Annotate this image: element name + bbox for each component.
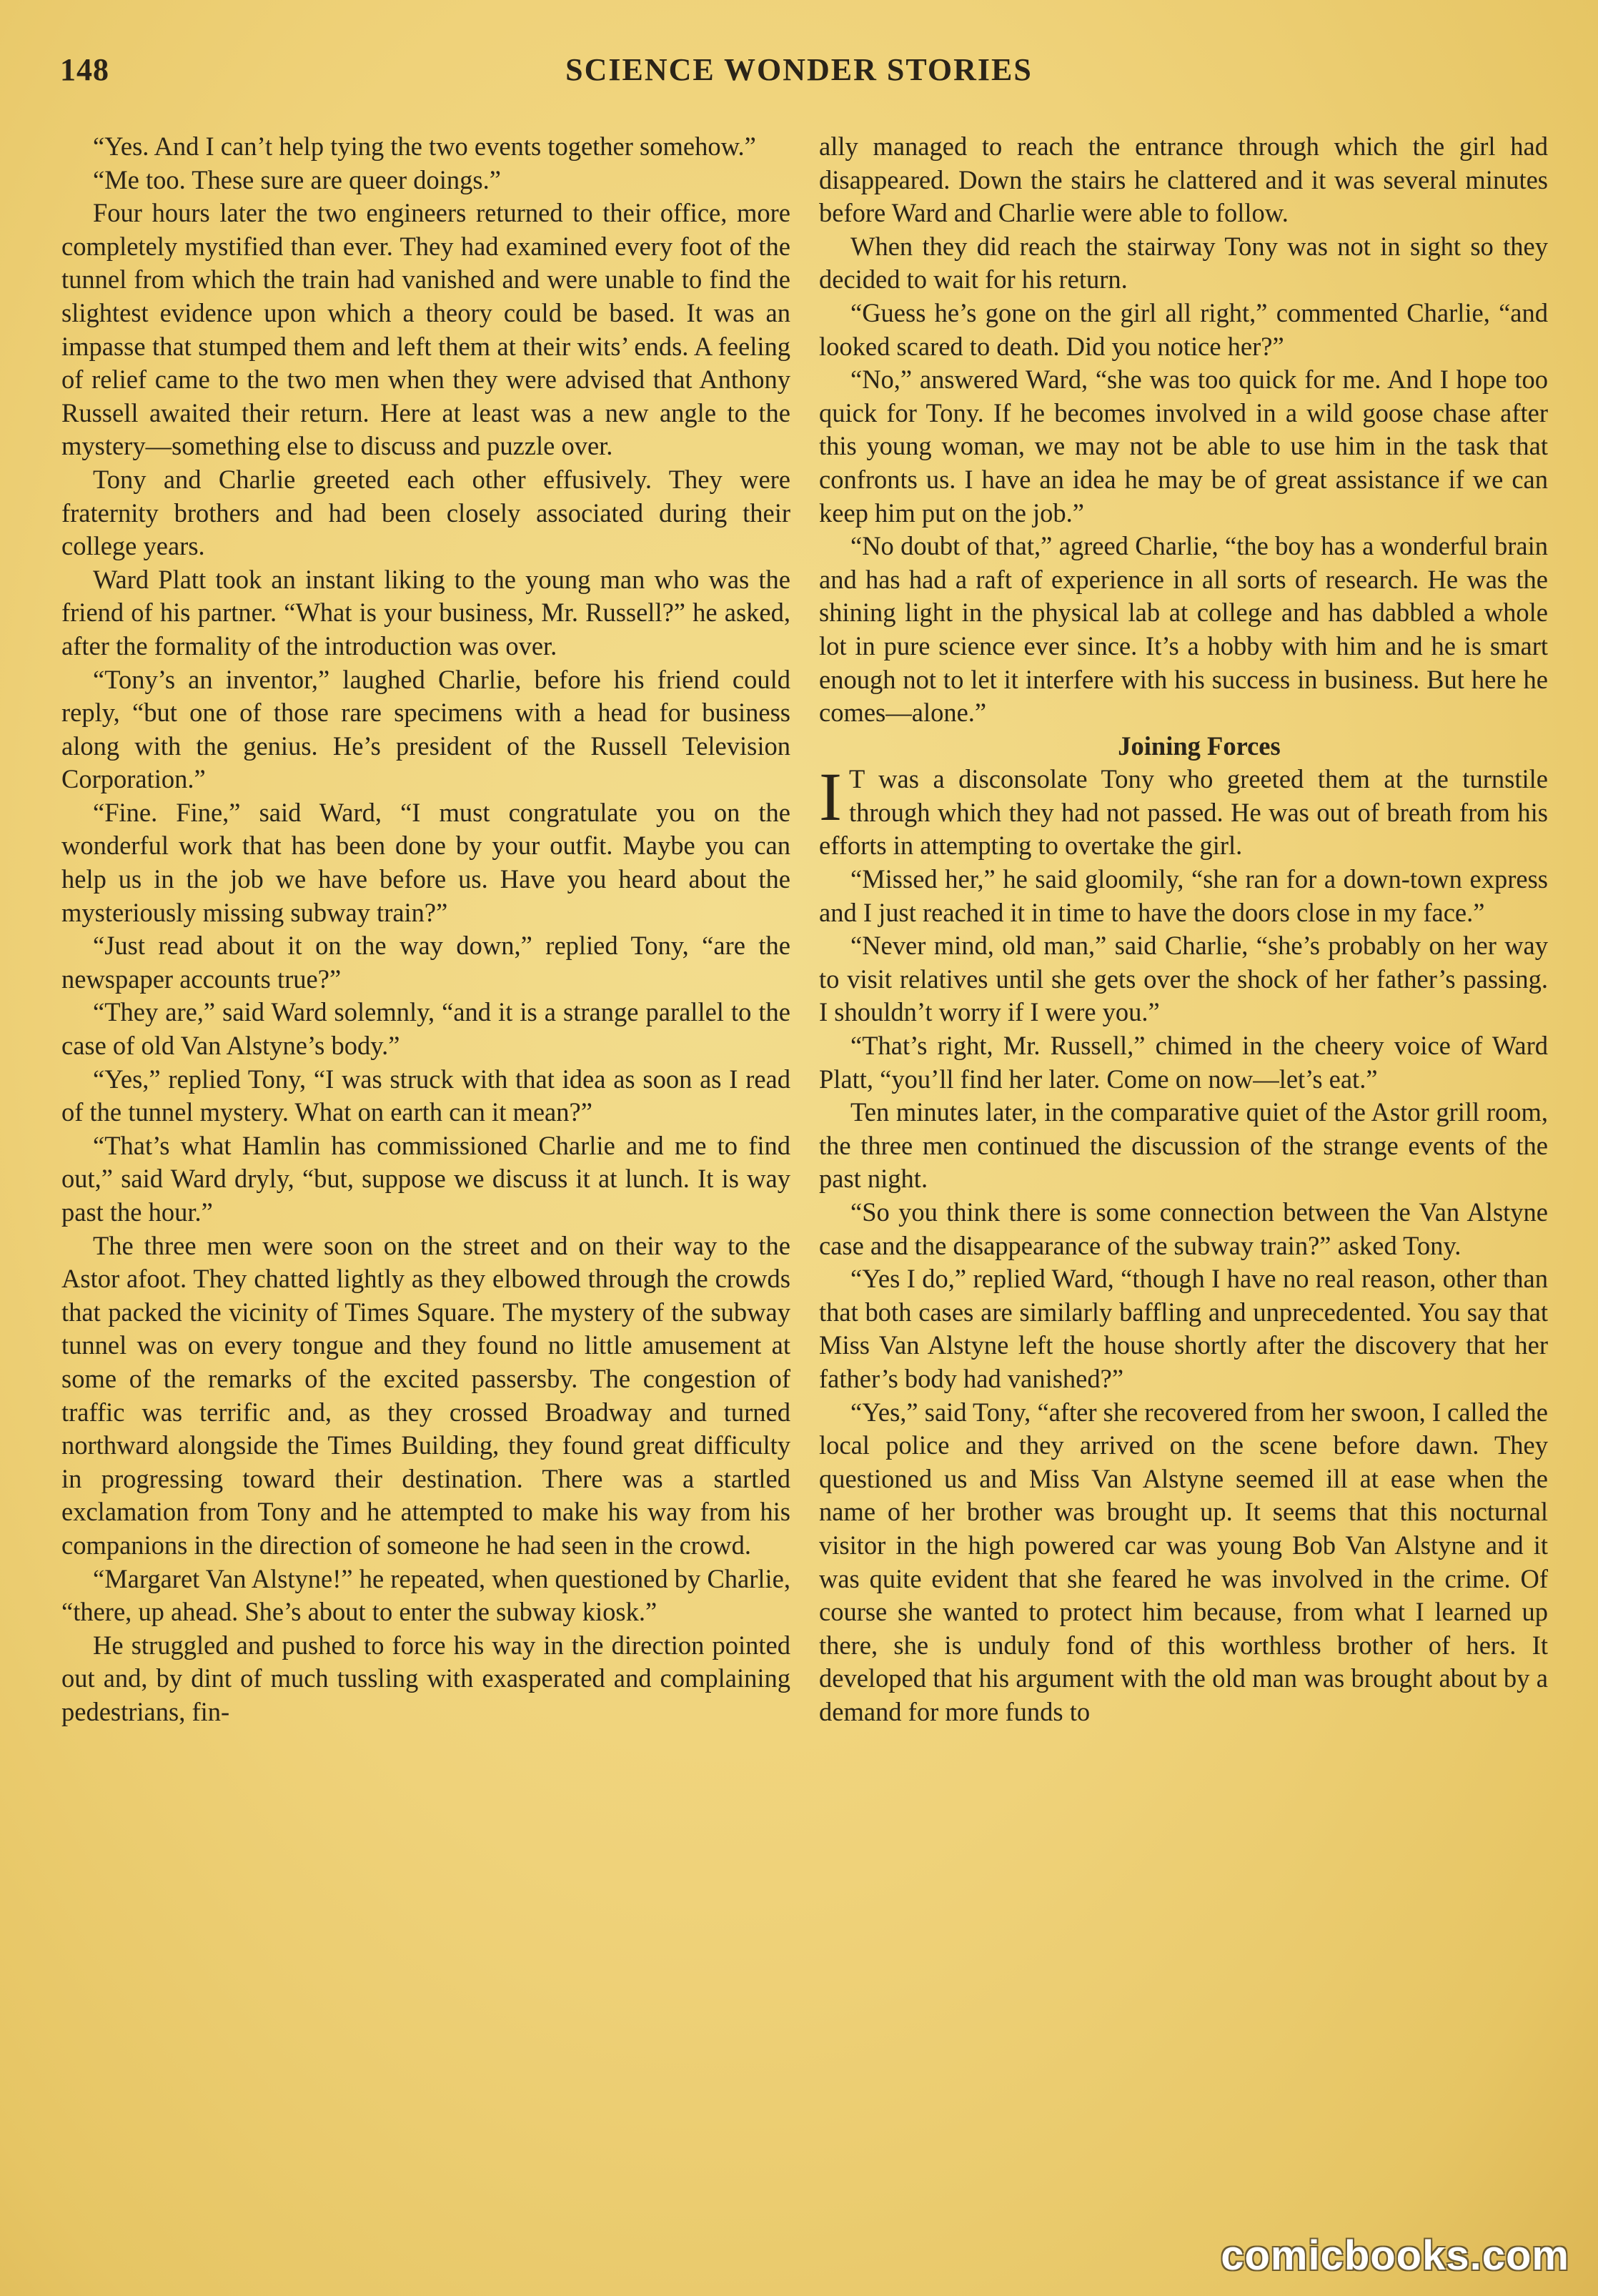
- paragraph-text: T was a disconsolate Tony who greeted them at the turnstile through which they had not passed. He was out of breath from his efforts in attempting to overtake the girl.: [819, 764, 1548, 861]
- paragraph: Ten minutes later, in the comparative quiet of the Astor grill room, the three men continued the discussion of the strange events of the past night.: [819, 1097, 1548, 1194]
- paragraph: “That’s right, Mr. Russell,” chimed in the cheery voice of Ward Platt, “you’ll find her later. Come on now—let’s eat.”: [819, 1031, 1548, 1094]
- paragraph: “That’s what Hamlin has commissioned Charlie and me to find out,” said Ward dryly, “but, suppose we discuss it at lunch. It is way past the hour.”: [61, 1130, 790, 1227]
- paragraph: “Me too. These sure are queer doings.”: [93, 164, 501, 194]
- drop-cap: I: [819, 758, 842, 836]
- paragraph: “So you think there is some connection between the Van Alstyne case and the disappearance of the subway train?” asked Tony.: [819, 1197, 1548, 1260]
- paragraph: Four hours later the two engineers returned to their office, more completely mystified than ever. They had examined every foot of the tunnel from which the train had vanished and were unable to find the slightest evidence upon which a theory could be based. It was an impasse that stumped them and left them at their wits’ ends. A feeling of relief came to the two men when they were advised that Anthony Russell awaited their return. Here at least was a new angle to the mystery—something else to discuss and puzzle over.: [61, 198, 790, 461]
- paragraph: “Fine. Fine,” said Ward, “I must congratulate you on the wonderful work that has been done by your outfit. Maybe you can help us in the job we have before us. Have you heard about the mysteriously missing subway train?”: [61, 797, 790, 927]
- paragraph: “Tony’s an inventor,” laughed Charlie, before his friend could reply, “but one of those rare specimens with a head for business along with the genius. He’s president of the Russell Television Corporation.”: [61, 664, 790, 794]
- paragraph: When they did reach the stairway Tony was not in sight so they decided to wait for his return.: [819, 231, 1548, 295]
- paragraph: “Yes,” replied Tony, “I was struck with that idea as soon as I read of the tunnel mystery. What on earth can it mean?”: [61, 1064, 790, 1127]
- paragraph: ally managed to reach the entrance through which the girl had disappeared. Down the stairs he clattered and it was several minutes before Ward and Charlie were able to follow.: [819, 132, 1548, 228]
- paragraph: Tony and Charlie greeted each other effusively. They were fraternity brothers and had been closely associated during their college years.: [61, 464, 790, 561]
- paragraph: “No,” answered Ward, “she was too quick for me. And I hope too quick for Tony. If he becomes involved in a wild goose chase after this young woman, we may not be able to use him in the task that confronts us. I have an idea he may be of great assistance if we can keep him put on the job.”: [819, 365, 1548, 528]
- right-column: [819, 130, 1548, 1729]
- page-number: 148: [60, 52, 109, 87]
- paragraph: “Never mind, old man,” said Charlie, “she’s probably on her way to visit relatives until she gets over the shock of her father’s passing. I shouldn’t worry if I were you.”: [819, 931, 1548, 1027]
- paragraph: Ward Platt took an instant liking to the young man who was the friend of his partner. “What is your business, Mr. Russell?” he asked, after the formality of the introduction was over.: [61, 564, 790, 660]
- paragraph: “Just read about it on the way down,” replied Tony, “are the newspaper accounts true?”: [61, 931, 790, 994]
- paragraph: The three men were soon on the street and on their way to the Astor afoot. They chatted lightly as they elbowed through the crowds that packed the vicinity of Times Square. The mystery of the subway tunnel was on every tongue and they found no little amusement at some of the remarks of the excited passersby. The congestion of traffic was terrific and, as they crossed Broadway and turned northward alongside the Times Building, they found great difficulty in progressing toward their destination. There was a startled exclamation from Tony and he attempted to make his way from his companions in the direction of someone he had seen in the crowd.: [61, 1230, 790, 1560]
- magazine-title: SCIENCE WONDER STORIES: [565, 52, 1033, 87]
- paragraph: “They are,” said Ward solemnly, “and it is a strange parallel to the case of old Van Alstyne’s body.”: [61, 997, 790, 1061]
- paragraph: “Guess he’s gone on the girl all right,” commented Charlie, “and looked scared to death. Did you notice her?”: [819, 297, 1548, 361]
- paragraph: “Yes I do,” replied Ward, “though I have no real reason, other than that both cases are similarly baffling and unprecedented. You say that Miss Van Alstyne left the house shortly after the discovery that her father’s body had vanished?”: [819, 1264, 1548, 1393]
- section-heading: Joining Forces: [1118, 731, 1281, 761]
- left-column: [61, 130, 790, 1729]
- paragraph: “Missed her,” he said gloomily, “she ran for a down-town express and I just reached it in time to have the doors close in my face.”: [819, 864, 1548, 927]
- paragraph: “No doubt of that,” agreed Charlie, “the boy has a wonderful brain and has had a raft of experience in all sorts of research. He was the shining light in the physical lab at college and has dabbled a whole lot in pure science ever since. It’s a hobby with him and he is smart enough not to let it interfere with his success in business. But here he comes—alone.”: [819, 531, 1548, 728]
- paragraph: He struggled and pushed to force his way in the direction pointed out and, by dint of much tussling with exasperated and complaining pedestrians, fin-: [61, 1630, 790, 1726]
- drop-cap-paragraph: [819, 758, 1548, 863]
- paragraph: “Yes. And I can’t help tying the two events together somehow.”: [93, 132, 756, 161]
- watermark: comicbooks.com: [1221, 2232, 1569, 2279]
- paragraph: “Yes,” said Tony, “after she recovered from her swoon, I called the local police and they arrived on the scene before dawn. They questioned us and Miss Van Alstyne seemed ill at ease when the name of her brother was brought up. It seems that this nocturnal visitor in the high powered car was young Bob Van Alstyne and it was quite evident that she feared he was involved in the crime. Of course she wanted to protect him because, from what I learned up there, she is unduly fond of this worthless brother of hers. It developed that his argument with the old man was brought about by a demand for more funds to: [819, 1397, 1548, 1726]
- paragraph: “Margaret Van Alstyne!” he repeated, when questioned by Charlie, “there, up ahead. She’s about to enter the subway kiosk.”: [61, 1563, 790, 1627]
